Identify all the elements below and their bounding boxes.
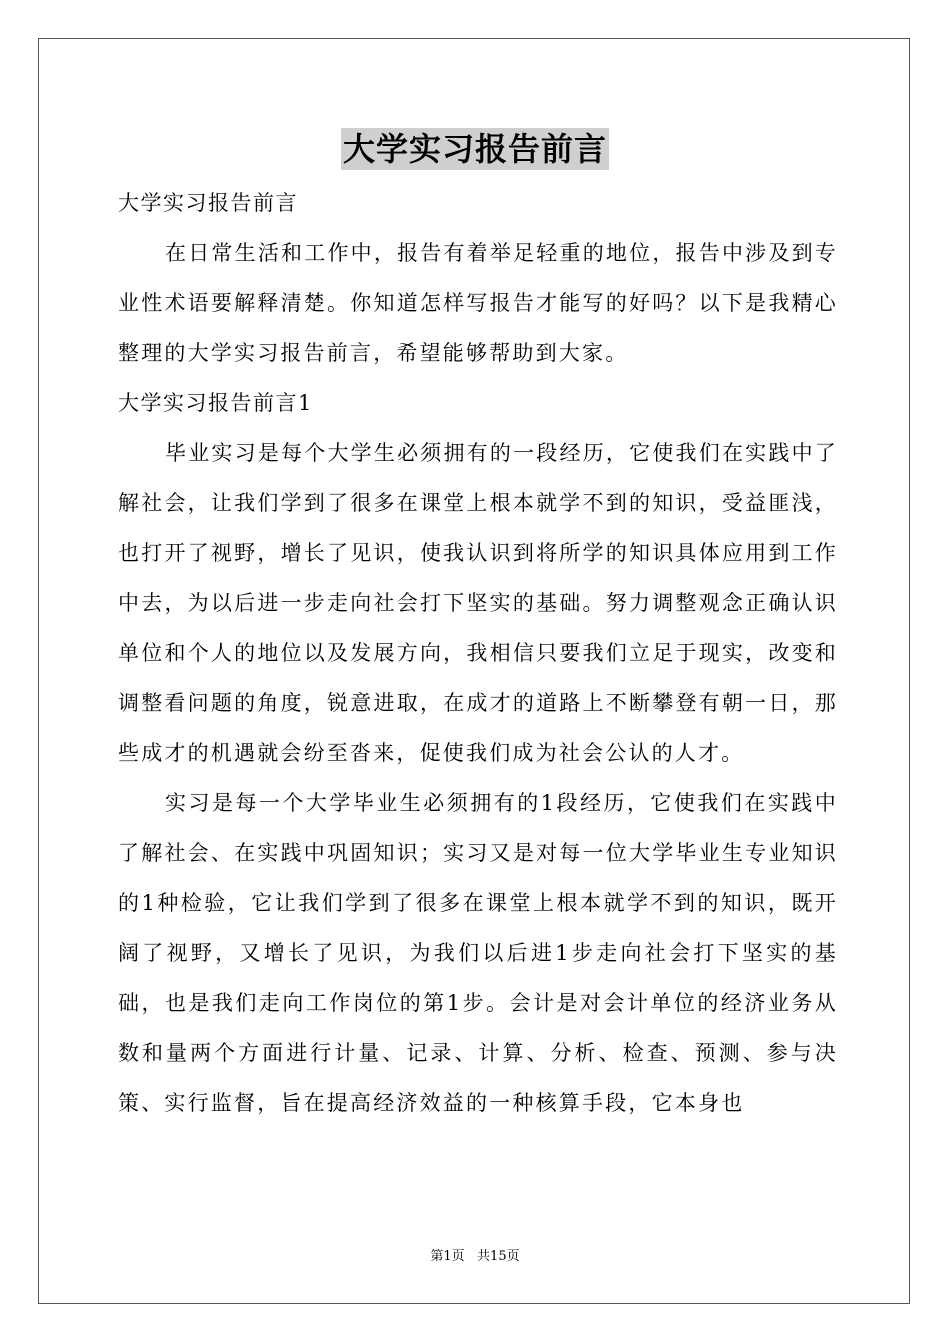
document-body [118, 178, 838, 1128]
paragraph-body-1: 毕业实习是每个大学生必须拥有的一段经历，它使我们在实践中了解社会，让我们学到了很多在课堂上根本就学不到的知识，受益匪浅，也打开了视野，增长了见识，使我认识到将所学的知识具体应用到工作中去，为以后进一步走向社会打下坚实的基础。努力调整观念正确认识单位和个人的地位以及发展方向，我相信只要我们立足于现实，改变和调整看问题的角度，锐意进取，在成才的道路上不断攀登有朝一日，那些成才的机遇就会纷至沓来，促使我们成为社会公认的人才。 [118, 441, 838, 765]
paragraph-body-2: 实习是每一个大学毕业生必须拥有的1段经历，它使我们在实践中了解社会、在实践中巩固知识；实习又是对每一位大学毕业生专业知识的1种检验，它让我们学到了很多在课堂上根本就学不到的知识，既开阔了视野，又增长了见识，为我们以后进1步走向社会打下坚实的基础，也是我们走向工作岗位的第1步。会计是对会计单位的经济业务从数和量两个方面进行计量、记录、计算、分析、检查、预测、参与决策、实行监督，旨在提高经济效益的一种核算手段，它本身也 [118, 791, 838, 1115]
paragraph-heading-1: 大学实习报告前言1 [118, 391, 313, 415]
document-title: 大学实习报告前言 [342, 130, 607, 168]
page-footer: 第1页 共15页 [430, 1249, 520, 1264]
paragraph-heading-intro: 大学实习报告前言 [118, 191, 298, 215]
title-container [0, 128, 950, 170]
paragraph-intro: 在日常生活和工作中，报告有着举足轻重的地位，报告中涉及到专业性术语要解释清楚。你知道怎样写报告才能写的好吗？以下是我精心整理的大学实习报告前言，希望能够帮助到大家。 [118, 241, 838, 365]
